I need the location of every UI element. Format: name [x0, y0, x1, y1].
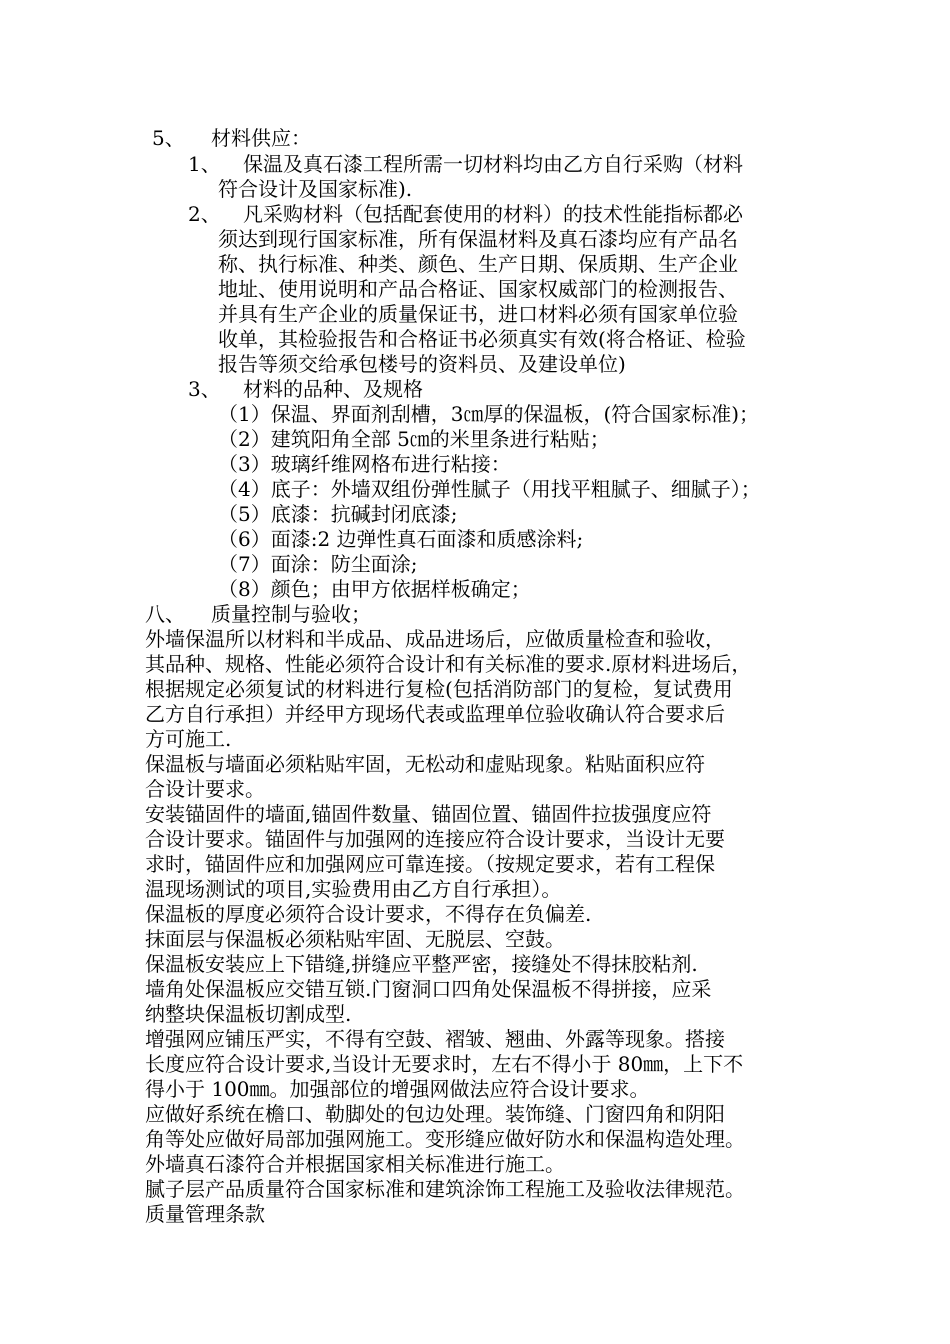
- item-3-title: 材料的品种、及规格: [243, 377, 423, 401]
- paragraph-line: 纳整块保温板切割成型.: [145, 1002, 352, 1026]
- paragraph-line: 质量管理条款: [145, 1202, 265, 1226]
- paragraph-line: 角等处应做好局部加强网施工。变形缝应做好防水和保温构造处理。: [145, 1127, 745, 1151]
- item-2-number: 2、: [188, 202, 221, 226]
- paragraph-line: 增强网应铺压严实，不得有空鼓、褶皱、翘曲、外露等现象。搭接: [145, 1027, 725, 1051]
- paragraph-line: 根据规定必须复试的材料进行复检(包括消防部门的复检，复试费用: [145, 677, 733, 701]
- paragraph-line: 长度应符合设计要求,当设计无要求时，左右不得小于 80㎜，上下不: [145, 1052, 744, 1076]
- item-2-line: 凡采购材料（包括配套使用的材料）的技术性能指标都必: [243, 202, 743, 226]
- item-2-line: 并具有生产企业的质量保证书，进口材料必须有国家单位验: [218, 302, 738, 326]
- item-3-subitem: （7）面涂：防尘面涂;: [218, 552, 418, 576]
- item-2-line: 报告等须交给承包楼号的资料员、及建设单位): [218, 352, 626, 376]
- item-3-subitem: （5）底漆：抗碱封闭底漆;: [218, 502, 458, 526]
- section-8-title: 质量控制与验收；: [211, 602, 371, 626]
- item-3-subitem: （8）颜色；由甲方依据样板确定；: [218, 577, 531, 601]
- paragraph-line: 保温板安装应上下错缝,拼缝应平整严密，接缝处不得抹胶粘剂.: [145, 952, 698, 976]
- item-2-line: 收单，其检验报告和合格证书必须真实有效(将合格证、检验: [218, 327, 746, 351]
- item-3-subitem: （1）保温、界面剂刮槽，3㎝厚的保温板，(符合国家标准)；: [218, 402, 760, 426]
- paragraph-line: 外墙真石漆符合并根据国家相关标准进行施工。: [145, 1152, 565, 1176]
- item-2-line: 须达到现行国家标准，所有保温材料及真石漆均应有产品名: [218, 227, 738, 251]
- paragraph-line: 乙方自行承担）并经甲方现场代表或监理单位验收确认符合要求后: [145, 702, 725, 726]
- paragraph-line: 应做好系统在檐口、勒脚处的包边处理。装饰缝、门窗四角和阴阳: [145, 1102, 725, 1126]
- paragraph-line: 合设计要求。: [145, 777, 265, 801]
- item-3-subitem: （4）底子：外墙双组份弹性腻子（用找平粗腻子、细腻子）；: [218, 477, 761, 501]
- paragraph-line: 保温板的厚度必须符合设计要求，不得存在负偏差.: [145, 902, 592, 926]
- paragraph-line: 方可施工.: [145, 727, 232, 751]
- item-2-line: 地址、使用说明和产品合格证、国家权威部门的检测报告、: [218, 277, 738, 301]
- paragraph-line: 得小于 100㎜。加强部位的增强网做法应符合设计要求。: [145, 1077, 650, 1101]
- paragraph-line: 其品种、规格、性能必须符合设计和有关标准的要求.原材料进场后，: [145, 652, 752, 676]
- paragraph-line: 腻子层产品质量符合国家标准和建筑涂饰工程施工及验收法律规范。: [145, 1177, 745, 1201]
- paragraph-line: 安装锚固件的墙面,锚固件数量、锚固位置、锚固件拉拔强度应符: [145, 802, 712, 826]
- item-3-subitem: （3）玻璃纤维网格布进行粘接：: [218, 452, 511, 476]
- paragraph-line: 求时，锚固件应和加强网应可靠连接。（按规定要求，若有工程保: [145, 852, 715, 876]
- section-5-number: 5、: [152, 126, 185, 150]
- item-1-number: 1、: [188, 152, 221, 176]
- section-8-number: 八、: [145, 602, 185, 626]
- item-2-line: 称、执行标准、种类、颜色、生产日期、保质期、生产企业: [218, 252, 738, 276]
- paragraph-line: 外墙保温所以材料和半成品、成品进场后，应做质量检查和验收，: [145, 627, 725, 651]
- paragraph-line: 合设计要求。锚固件与加强网的连接应符合设计要求，当设计无要: [145, 827, 725, 851]
- paragraph-line: 温现场测试的项目,实验费用由乙方自行承担）。: [145, 877, 562, 901]
- item-1-line: 符合设计及国家标准).: [218, 177, 413, 201]
- item-3-subitem: （6）面漆:2 边弹性真石面漆和质感涂料;: [218, 527, 584, 551]
- paragraph-line: 保温板与墙面必须粘贴牢固，无松动和虚贴现象。粘贴面积应符: [145, 752, 705, 776]
- item-1-line: 保温及真石漆工程所需一切材料均由乙方自行采购（材料: [243, 152, 743, 176]
- section-5-title: 材料供应：: [211, 126, 311, 150]
- item-3-number: 3、: [188, 377, 221, 401]
- item-3-subitem: （2）建筑阳角全部 5㎝的米里条进行粘贴；: [218, 427, 610, 451]
- paragraph-line: 抹面层与保温板必须粘贴牢固、无脱层、空鼓。: [145, 927, 565, 951]
- paragraph-line: 墙角处保温板应交错互锁.门窗洞口四角处保温板不得拼接，应采: [145, 977, 712, 1001]
